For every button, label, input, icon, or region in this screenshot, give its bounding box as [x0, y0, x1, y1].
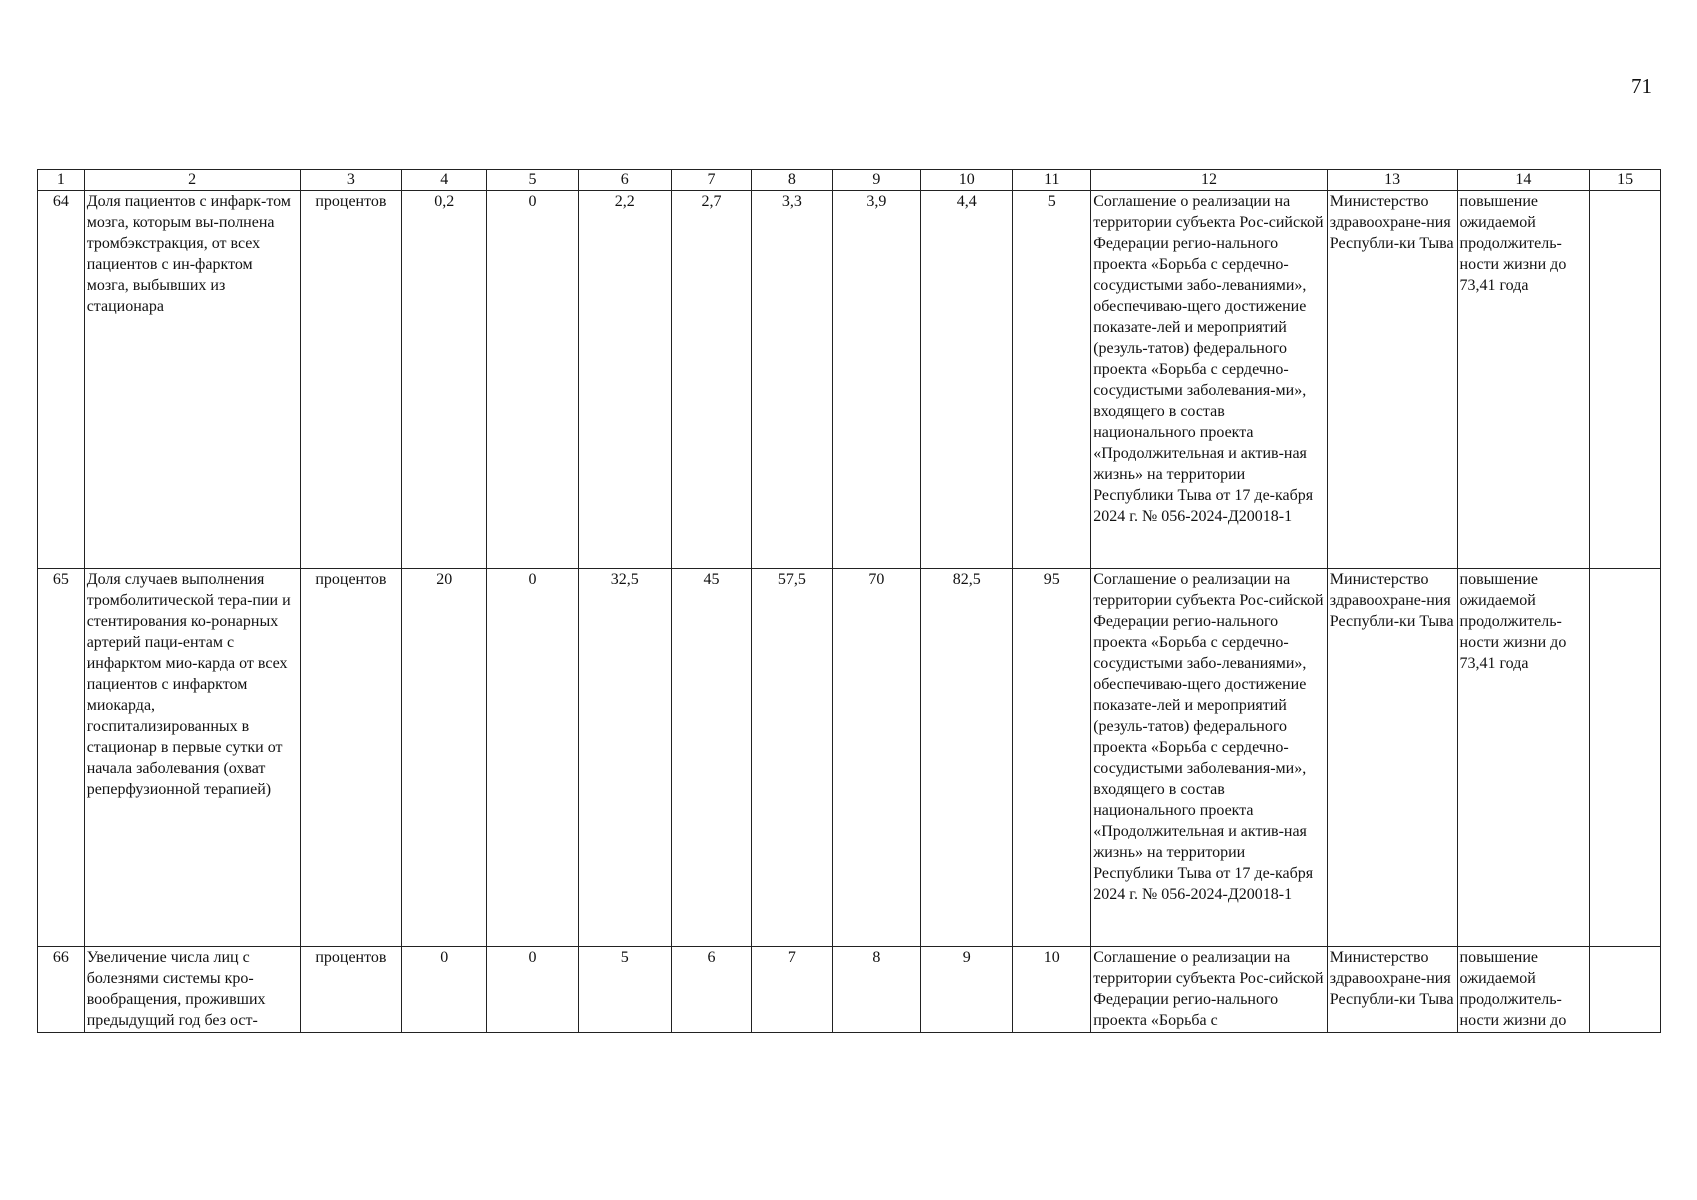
- value-col-9: 3,9: [832, 191, 920, 569]
- value-col-7: 2,7: [672, 191, 752, 569]
- header-cell-12: 12: [1091, 170, 1328, 191]
- column-15-cell: [1590, 569, 1661, 947]
- header-cell-14: 14: [1457, 170, 1590, 191]
- responsible-body: Министерство здравоохране-ния Республи-ки Тыва: [1327, 947, 1457, 1033]
- value-col-11: 5: [1013, 191, 1091, 569]
- value-col-10: 9: [921, 947, 1013, 1033]
- table-row: [38, 569, 1661, 947]
- value-col-5: 0: [487, 569, 578, 947]
- header-cell-3: 3: [300, 170, 402, 191]
- value-col-8: 57,5: [751, 569, 832, 947]
- header-row: [38, 170, 1661, 191]
- value-col-11: 95: [1013, 569, 1091, 947]
- table-row: [38, 947, 1661, 1033]
- indicators-table: [37, 169, 1661, 1033]
- indicator-name: Увеличение числа лиц с болезнями системы кро-вообращения, проживших предыдущий год без ост-: [84, 947, 300, 1033]
- value-col-10: 82,5: [921, 569, 1013, 947]
- unit: процентов: [300, 569, 402, 947]
- unit: процентов: [300, 191, 402, 569]
- value-col-7: 6: [672, 947, 752, 1033]
- header-cell-4: 4: [402, 170, 487, 191]
- value-col-5: 0: [487, 191, 578, 569]
- value-col-11: 10: [1013, 947, 1091, 1033]
- row-number: 65: [38, 569, 85, 947]
- value-col-4: 20: [402, 569, 487, 947]
- header-cell-10: 10: [921, 170, 1013, 191]
- header-cell-13: 13: [1327, 170, 1457, 191]
- value-col-9: 8: [832, 947, 920, 1033]
- value-col-6: 32,5: [578, 569, 671, 947]
- header-cell-7: 7: [672, 170, 752, 191]
- goal: повышение ожидаемой продолжитель-ности жизни до: [1457, 947, 1590, 1033]
- header-cell-2: 2: [84, 170, 300, 191]
- header-cell-11: 11: [1013, 170, 1091, 191]
- responsible-body: Министерство здравоохране-ния Республи-ки Тыва: [1327, 191, 1457, 569]
- source-document: Соглашение о реализации на территории субъекта Рос-сийской Федерации регио-нального проекта «Борьба с сердечно-сосудистыми забо-леваниями», обеспечиваю-щего достижение показате-лей и мероприятий (резуль-татов) федерального проекта «Борьба с сердечно-сосудистыми заболевания-ми», входящего в состав национального проекта «Продолжительная и актив-ная жизнь» на территории Республики Тыва от 17 де-кабря 2024 г. № 056-2024-Д20018-1: [1091, 569, 1328, 947]
- header-cell-6: 6: [578, 170, 671, 191]
- header-cell-1: 1: [38, 170, 85, 191]
- responsible-body: Министерство здравоохране-ния Республи-ки Тыва: [1327, 569, 1457, 947]
- indicator-name: Доля пациентов с инфарк-том мозга, которым вы-полнена тромбэкстракция, от всех пациентов с ин-фарктом мозга, выбывших из стационара: [84, 191, 300, 569]
- table-row: [38, 191, 1661, 569]
- header-cell-8: 8: [751, 170, 832, 191]
- value-col-7: 45: [672, 569, 752, 947]
- column-15-cell: [1590, 191, 1661, 569]
- value-col-10: 4,4: [921, 191, 1013, 569]
- header-cell-9: 9: [832, 170, 920, 191]
- value-col-6: 5: [578, 947, 671, 1033]
- header-cell-5: 5: [487, 170, 578, 191]
- row-number: 64: [38, 191, 85, 569]
- value-col-5: 0: [487, 947, 578, 1033]
- source-document: Соглашение о реализации на территории субъекта Рос-сийской Федерации регио-нального проекта «Борьба с: [1091, 947, 1328, 1033]
- column-15-cell: [1590, 947, 1661, 1033]
- row-number: 66: [38, 947, 85, 1033]
- value-col-8: 7: [751, 947, 832, 1033]
- value-col-4: 0,2: [402, 191, 487, 569]
- value-col-9: 70: [832, 569, 920, 947]
- goal: повышение ожидаемой продолжитель-ности жизни до 73,41 года: [1457, 191, 1590, 569]
- goal: повышение ожидаемой продолжитель-ности жизни до 73,41 года: [1457, 569, 1590, 947]
- page-number: 71: [1631, 74, 1652, 98]
- header-cell-15: 15: [1590, 170, 1661, 191]
- value-col-4: 0: [402, 947, 487, 1033]
- indicator-name: Доля случаев выполнения тромболитической тера-пии и стентирования ко-ронарных артерий паци-ентам с инфарктом мио-карда от всех пациентов с инфарктом миокарда, госпитализированных в стационар в первые сутки от начала заболевания (охват реперфузионной терапией): [84, 569, 300, 947]
- value-col-6: 2,2: [578, 191, 671, 569]
- unit: процентов: [300, 947, 402, 1033]
- value-col-8: 3,3: [751, 191, 832, 569]
- source-document: Соглашение о реализации на территории субъекта Рос-сийской Федерации регио-нального проекта «Борьба с сердечно-сосудистыми забо-леваниями», обеспечиваю-щего достижение показате-лей и мероприятий (резуль-татов) федерального проекта «Борьба с сердечно-сосудистыми заболевания-ми», входящего в состав национального проекта «Продолжительная и актив-ная жизнь» на территории Республики Тыва от 17 де-кабря 2024 г. № 056-2024-Д20018-1: [1091, 191, 1328, 569]
